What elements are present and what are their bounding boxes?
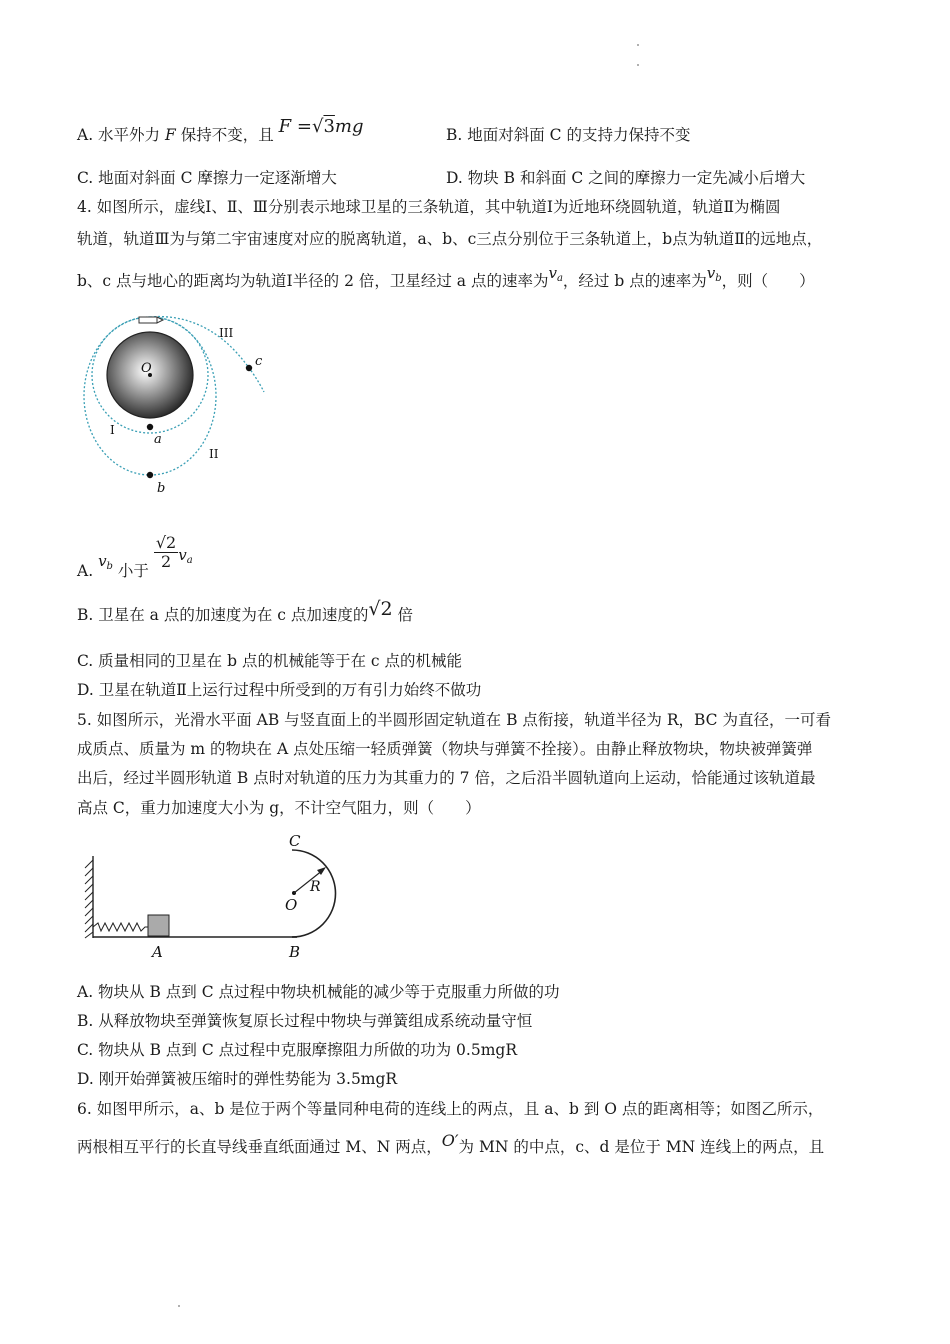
satellite-icon	[139, 317, 157, 323]
label-o: O	[285, 896, 298, 914]
q5-stem-line1: 5. 如图所示，光滑水平面 AB 与竖直面上的半圆形固定轨道在 B 点衔接，轨道半径为 R，BC 为直径，一可看	[77, 711, 831, 729]
label-a: a	[154, 432, 162, 447]
q4-option-c: C. 质量相同的卫星在 b 点的机械能等于在 c 点的机械能	[77, 652, 462, 670]
label-c: c	[255, 354, 263, 369]
point-c	[246, 365, 252, 371]
label-a: A	[152, 943, 163, 961]
q5-stem-line4: 高点 C，重力加速度大小为 g，不计空气阻力，则（ ）	[77, 799, 481, 817]
label-b: b	[157, 481, 166, 494]
q5-option-c: C. 物块从 B 点到 C 点过程中克服摩擦阻力所做的功为 0.5mgR	[77, 1041, 517, 1059]
q4-stem-line2: 轨道，轨道Ⅲ为与第二宇宙速度对应的脱离轨道，a、b、c三点分别位于三条轨道上，b点为轨道Ⅱ的远地点，	[77, 230, 823, 248]
label-r: R	[310, 879, 321, 895]
q4-option-b: B. 卫星在 a 点的加速度为在 c 点加速度的√2 倍	[77, 598, 414, 624]
q3-option-c: C. 地面对斜面 C 摩擦力一定逐渐增大	[77, 169, 337, 187]
label-orbit-i: I	[110, 423, 115, 437]
scan-mark	[637, 64, 639, 66]
label-c: C	[289, 832, 301, 850]
formula-f-root3-mg: F =√3mg	[278, 116, 364, 137]
q5-option-d: D. 刚开始弹簧被压缩时的弹性势能为 3.5mgR	[77, 1070, 398, 1088]
label-o: O	[141, 361, 152, 376]
scan-mark	[178, 1305, 180, 1307]
q4-option-a: A. $v_b$ 小于 $\frac{√2}{2}$ $v_a$	[77, 533, 193, 580]
label-b: B	[289, 943, 301, 961]
orbit-figure	[78, 312, 268, 494]
q5-option-b: B. 从释放物块至弹簧恢复原长过程中物块与弹簧组成系统动量守恒	[77, 1012, 533, 1030]
q5-option-a: A. 物块从 B 点到 C 点过程中物块机械能的减少等于克服重力所做的功	[77, 983, 560, 1001]
spring	[93, 923, 148, 931]
q4-stem-line3: b、c 点与地心的距离均为轨道Ⅰ半径的 2 倍，卫星经过 a 点的速率为$v_a$，经过 b 点的速率为$v_b$，则（ ）	[77, 264, 815, 290]
point-a	[147, 424, 153, 430]
q5-stem-line2: 成质点、质量为 m 的物块在 A 点处压缩一轻质弹簧（物块与弹簧不拴接）。由静止释放物块，物块被弹簧弹	[77, 740, 813, 758]
block	[148, 915, 169, 936]
q3-option-d: D. 物块 B 和斜面 C 之间的摩擦力一定先减小后增大	[446, 169, 806, 187]
wall-hatching	[85, 860, 93, 938]
point-b	[147, 472, 153, 478]
track-figure	[82, 826, 352, 962]
scan-mark	[637, 44, 639, 46]
fraction-root2-over-2: $\frac{√2}{2}$	[155, 533, 177, 571]
q4-stem-line1: 4. 如图所示，虚线Ⅰ、Ⅱ、Ⅲ分别表示地球卫星的三条轨道，其中轨道Ⅰ为近地环绕圆轨道，轨道Ⅱ为椭圆	[77, 198, 781, 216]
q4-option-d: D. 卫星在轨道Ⅱ上运行过程中所受到的万有引力始终不做功	[77, 681, 482, 699]
label-orbit-ii: II	[209, 447, 219, 461]
label-orbit-iii: III	[219, 326, 234, 340]
q5-stem-line3: 出后，经过半圆形轨道 B 点时对轨道的压力为其重力的 7 倍，之后沿半圆轨道向上运动，恰能通过该轨道最	[77, 769, 816, 787]
q6-stem-line1: 6. 如图甲所示，a、b 是位于两个等量同种电荷的连线上的两点，且 a、b 到 O 点的距离相等；如图乙所示，	[77, 1100, 824, 1118]
q3-option-a: A. 水平外力 F 保持不变，且 F =√3mg	[77, 116, 364, 144]
q3-option-b: B. 地面对斜面 C 的支持力保持不变	[446, 126, 691, 144]
q6-stem-line2: 两根相互平行的长直导线垂直纸面通过 M、N 两点，O′为 MN 的中点，c、d 是位于 MN 连线上的两点，且	[77, 1131, 825, 1156]
